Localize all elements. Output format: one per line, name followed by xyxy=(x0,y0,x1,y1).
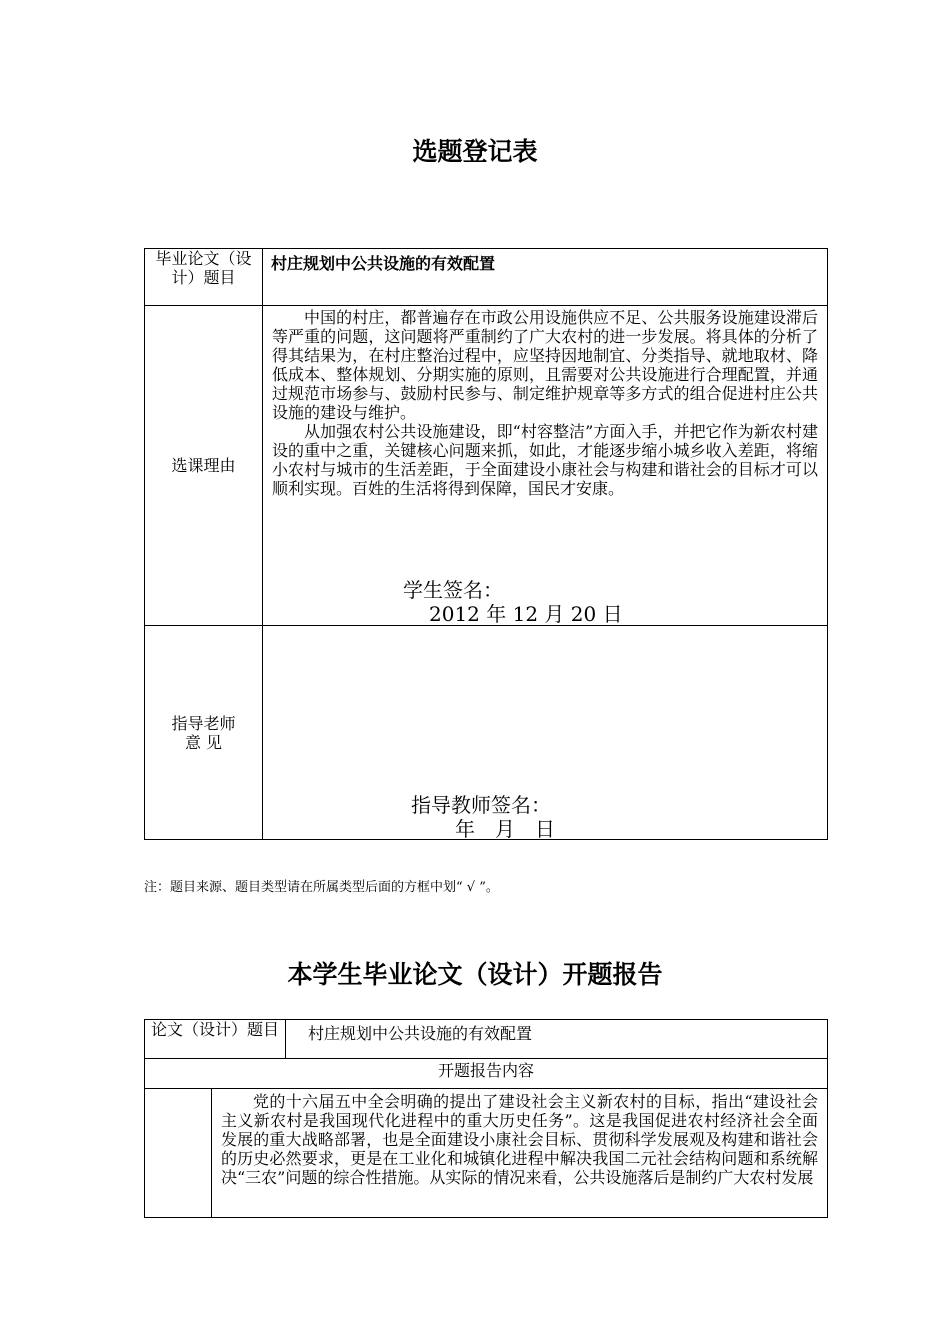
report-table xyxy=(144,1019,828,1218)
report-topic-value: 村庄规划中公共设施的有效配置 xyxy=(308,1024,533,1043)
advisor-signature-label: 指导教师签名： xyxy=(411,793,551,817)
reason-label: 选课理由 xyxy=(171,456,236,475)
topic-label-cell xyxy=(145,249,263,306)
reason-label-cell xyxy=(145,306,263,626)
content-paragraph: 党的十六届五中全会明确的提出了建设社会主义新农村的目标，指出“建设社会主义新农村是我国现代化进程中的重大历史任务”。这是我国促进农村经济社会全面发展的重大战略部署，也是全面建设小康社会目标、贯彻科学发展观及构建和谐社会的历史必然要求，更是在工业化和城镇化进程中解决我国二元社会结构问题和系统解决“三农”问题的综合性措施。从实际的情况来看，公共设施落后是制约广大农村发展 xyxy=(221,1092,819,1187)
topic-value: 村庄规划中公共设施的有效配置 xyxy=(271,254,496,273)
registration-table xyxy=(144,248,828,840)
reason-paragraph-2: 从加强农村公共设施建设，即“村容整洁”方面入手，并把它作为新农村建设的重中之重，关键核心问题来抓，如此，才能逐步缩小城乡收入差距，将缩小农村与城市的生活差距，于全面建设小康社会与构建和谐社会的目标才可以顺利实现。百姓的生活将得到保障，国民才安康。 xyxy=(272,422,818,498)
report-topic-value-cell xyxy=(286,1020,828,1059)
content-header: 开题报告内容 xyxy=(438,1061,535,1080)
content-left-cell xyxy=(145,1089,212,1218)
form-note: 注：题目来源、题目类型请在所属类型后面的方框中划“ √ ”。 xyxy=(144,880,499,895)
advisor-cell xyxy=(263,626,828,840)
advisor-label-cell xyxy=(145,626,263,840)
reason-cell xyxy=(263,306,828,626)
topic-label: 毕业论文（设计）题目 xyxy=(155,249,252,287)
content-cell xyxy=(212,1089,828,1218)
content-header-cell xyxy=(145,1059,828,1089)
report-topic-label: 论文（设计）题目 xyxy=(151,1020,280,1039)
report-topic-label-cell xyxy=(145,1020,286,1059)
report-title: 本学生毕业论文（设计）开题报告 xyxy=(287,960,663,989)
student-signature-date: 2012 年 12 月 20 日 xyxy=(429,602,623,626)
advisor-signature-date: 年 月 日 xyxy=(455,817,555,841)
advisor-label: 指导老师意 见 xyxy=(171,713,236,752)
reason-paragraph-1: 中国的村庄，都普遍存在市政公用设施供应不足、公共服务设施建设滞后等严重的问题，这问题将严重制约了广大农村的进一步发展。将具体的分析了得其结果为，在村庄整治过程中，应坚持因地制宜、分类指导、就地取材、降低成本、整体规划、分期实施的原则，且需要对公共设施进行合理配置，并通过规范市场参与、鼓励村民参与、制定维护规章等多方式的组合促进村庄公共设施的建设与维护。 xyxy=(272,308,818,422)
topic-value-cell xyxy=(263,249,828,306)
student-signature-label: 学生签名： xyxy=(403,578,503,602)
registration-form-title: 选题登记表 xyxy=(412,137,538,166)
